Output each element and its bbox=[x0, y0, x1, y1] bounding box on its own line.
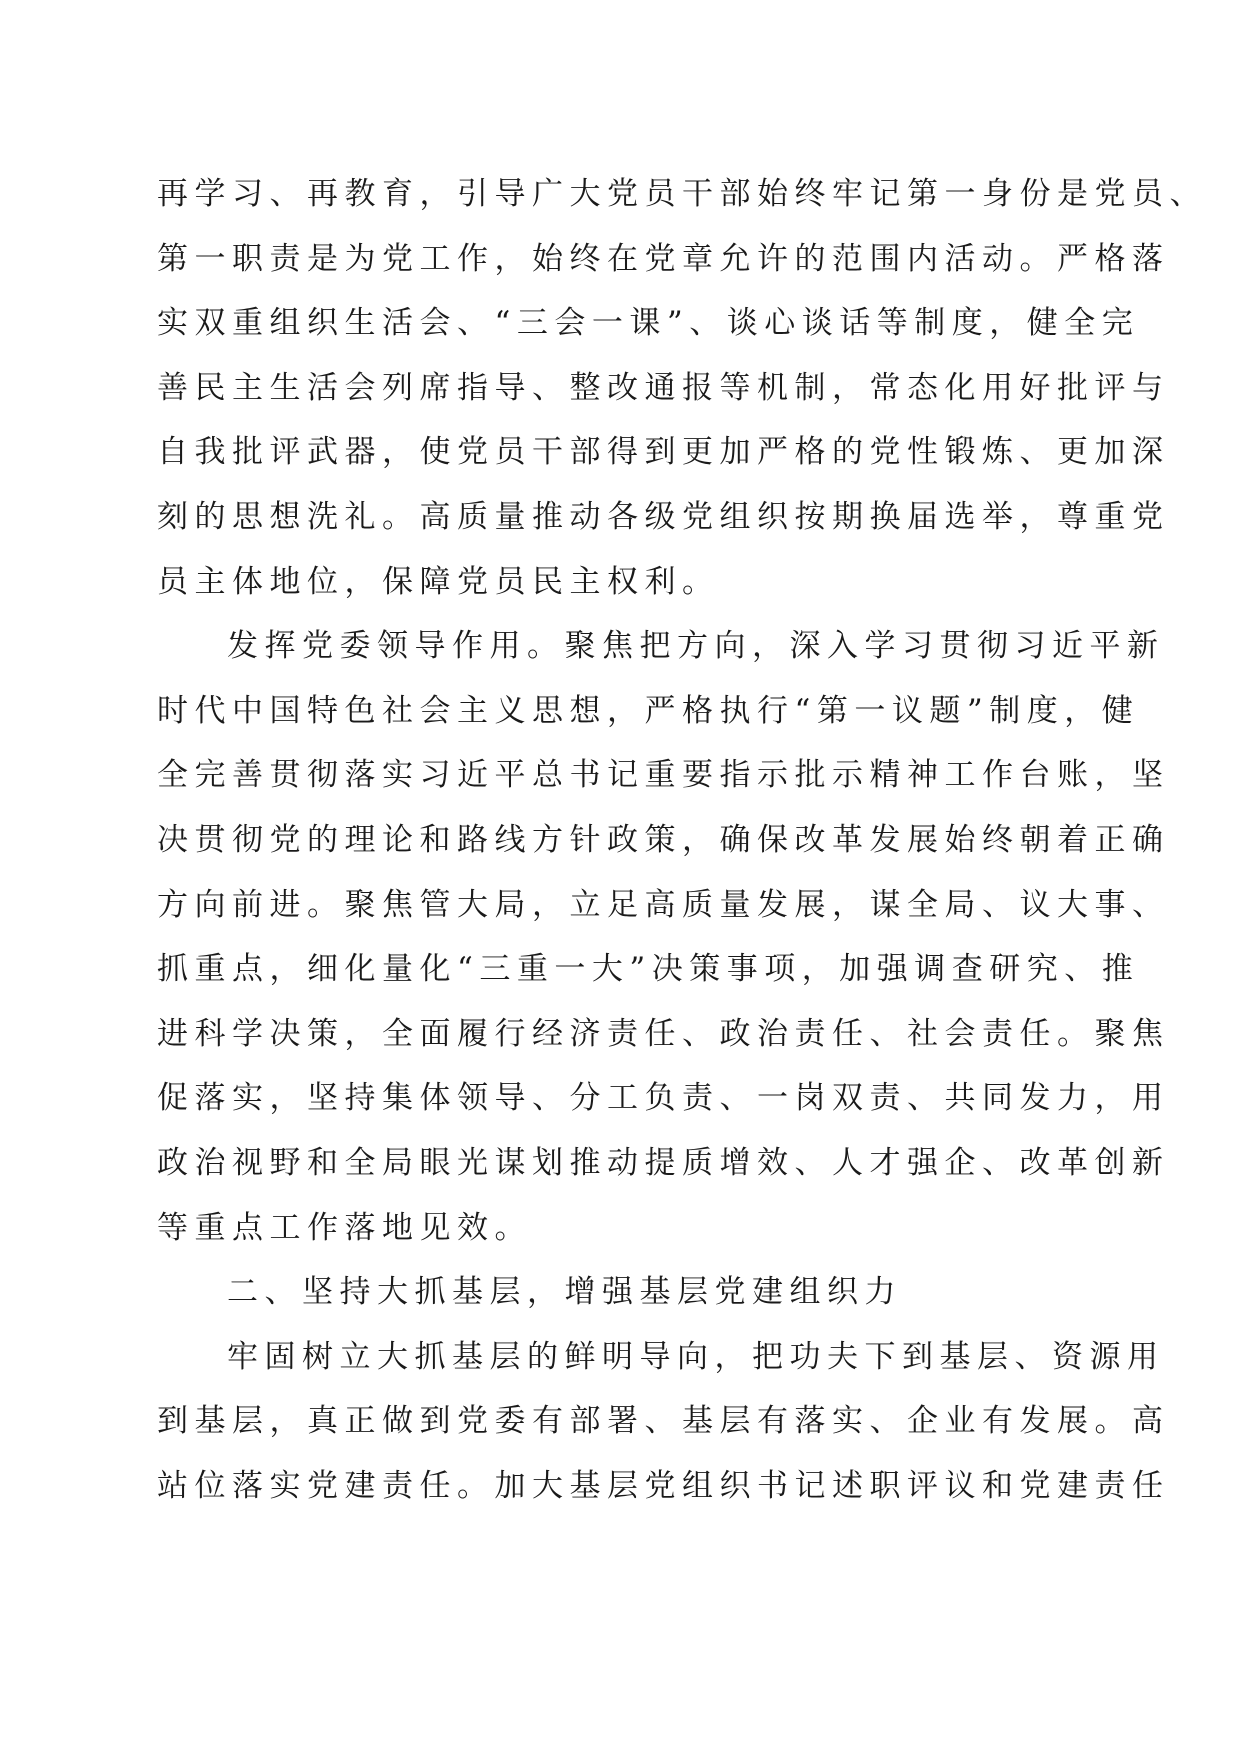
text-line: 进科学决策，全面履行经济责任、政治责任、社会责任。聚焦 bbox=[157, 1015, 1170, 1052]
text-line: 时代中国特色社会主义思想，严格执行“第一议题”制度，健 bbox=[157, 692, 1140, 729]
paragraph-party-committee-leadership bbox=[157, 614, 1170, 1260]
paragraph-continuation bbox=[157, 162, 1207, 614]
text-line: 再学习、再教育，引导广大党员干部始终牢记第一身份是党员、 bbox=[157, 176, 1207, 212]
text-line: 政治视野和全局眼光谋划推动提质增效、人才强企、改革创新 bbox=[157, 1144, 1170, 1181]
text-line: 实双重组织生活会、“三会一课”、谈心谈话等制度，健全完 bbox=[157, 305, 1140, 342]
text-line: 第一职责是为党工作，始终在党章允许的范围内活动。严格落 bbox=[157, 240, 1170, 277]
text-line: 员主体地位，保障党员民主权利。 bbox=[157, 563, 720, 600]
text-line: 牢固树立大抓基层的鲜明导向，把功夫下到基层、资源用 bbox=[227, 1338, 1165, 1375]
text-line: 方向前进。聚焦管大局，立足高质量发展，谋全局、议大事、 bbox=[157, 886, 1170, 923]
text-line: 站位落实党建责任。加大基层党组织书记述职评议和党建责任 bbox=[157, 1467, 1170, 1504]
document-body bbox=[157, 162, 1207, 1518]
text-line: 全完善贯彻落实习近平总书记重要指示批示精神工作台账，坚 bbox=[157, 757, 1170, 794]
section-heading: 二、坚持大抓基层，增强基层党建组织力 bbox=[227, 1274, 902, 1311]
text-line: 抓重点，细化量化“三重一大”决策事项，加强调查研究、推 bbox=[157, 951, 1140, 988]
paragraph-grassroots bbox=[157, 1325, 1170, 1519]
text-line: 促落实，坚持集体领导、分工负责、一岗双责、共同发力，用 bbox=[157, 1080, 1170, 1117]
text-line: 发挥党委领导作用。聚焦把方向，深入学习贯彻习近平新 bbox=[227, 628, 1165, 665]
text-line: 决贯彻党的理论和路线方针政策，确保改革发展始终朝着正确 bbox=[157, 821, 1170, 858]
text-line: 等重点工作落地见效。 bbox=[157, 1209, 532, 1246]
text-line: 刻的思想洗礼。高质量推动各级党组织按期换届选举，尊重党 bbox=[157, 498, 1170, 535]
text-line: 自我批评武器，使党员干部得到更加严格的党性锻炼、更加深 bbox=[157, 434, 1170, 471]
text-line: 到基层，真正做到党委有部署、基层有落实、企业有发展。高 bbox=[157, 1403, 1170, 1440]
text-line: 善民主生活会列席指导、整改通报等机制，常态化用好批评与 bbox=[157, 369, 1170, 406]
